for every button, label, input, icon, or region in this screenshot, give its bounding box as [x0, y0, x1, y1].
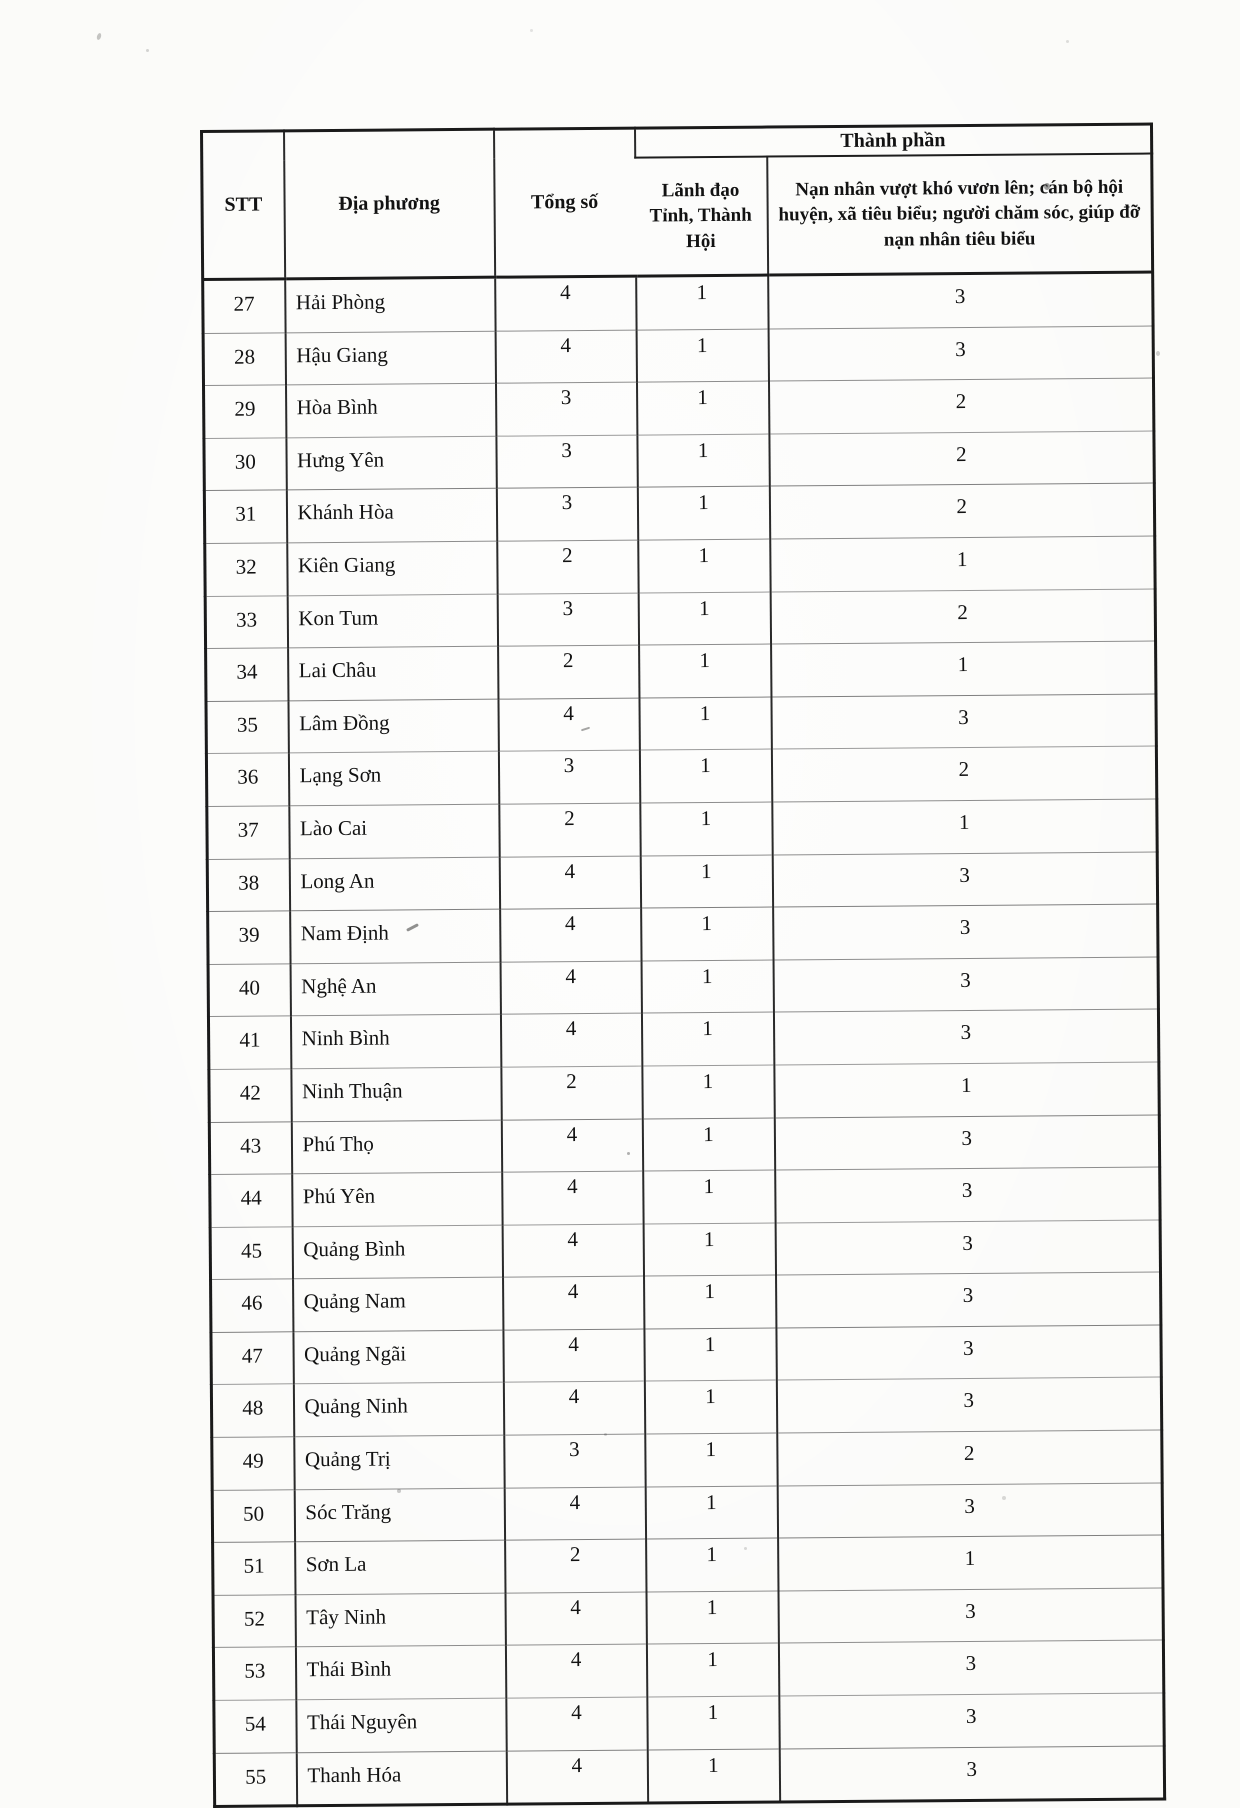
cell-stt: 55	[245, 1764, 267, 1789]
cell-stt: 28	[203, 332, 285, 385]
cell-locality: Lai Châu	[288, 646, 498, 700]
cell-victims: 3	[771, 694, 1156, 750]
cell-locality: Ninh Bình	[290, 1014, 500, 1068]
cell-stt: 54	[214, 1700, 296, 1753]
cell-total: 3	[496, 487, 637, 541]
cell-leader: 1	[641, 1012, 773, 1066]
cell-total: 4	[505, 1644, 646, 1698]
cell-total: 4	[506, 1750, 647, 1805]
table-row	[207, 852, 1157, 912]
cell-total: 4	[503, 1276, 644, 1330]
cell-leader: 1	[639, 697, 771, 751]
cell-stt: 38	[207, 858, 289, 911]
cell-leader: 1	[636, 329, 768, 383]
cell-leader: 1	[644, 1328, 776, 1382]
header-total: Tổng số	[494, 128, 636, 277]
cell-total: 4	[503, 1382, 644, 1436]
cell-locality: Long An	[289, 857, 499, 911]
cell-total: 3	[496, 435, 637, 489]
cell-total: 2	[505, 1539, 646, 1593]
cell-locality: Hưng Yên	[286, 436, 496, 490]
table-row	[203, 272, 1153, 333]
cell-victims: 3	[778, 1640, 1163, 1696]
cell-stt: 51	[213, 1542, 295, 1595]
cell-victims: 3	[775, 1220, 1160, 1276]
cell-victims: 2	[768, 378, 1153, 434]
cell-victims: 3	[768, 272, 1153, 329]
table-row	[211, 1377, 1161, 1437]
cell-total: 4	[503, 1329, 644, 1383]
cell-total: 4	[500, 1013, 641, 1067]
cell-victims: 3	[776, 1272, 1161, 1328]
cell-locality: Thái Nguyên	[296, 1698, 506, 1752]
table-row	[206, 694, 1156, 754]
cell-victims: 3	[774, 1114, 1159, 1170]
cell-total: 4	[500, 961, 641, 1015]
scan-artifact	[1156, 351, 1160, 356]
cell-locality: Ninh Thuận	[291, 1067, 501, 1121]
cell-leader: 1	[637, 486, 769, 540]
cell-total: 4	[502, 1224, 643, 1278]
cell-stt: 47	[211, 1332, 293, 1385]
cell-victims: 1	[770, 536, 1155, 592]
table-row	[204, 431, 1154, 491]
cell-victims: 2	[777, 1430, 1162, 1486]
cell-leader: 1	[647, 1696, 779, 1750]
scan-artifact	[96, 33, 102, 41]
cell-locality: Sóc Trăng	[294, 1488, 504, 1542]
cell-leader: 1	[641, 907, 773, 961]
cell-leader: 1	[646, 1591, 778, 1645]
cell-stt: 37	[207, 806, 289, 859]
header-victims: Nạn nhân vượt khó vươn lên; cán bộ hội huyện, xã tiêu biểu; người chăm sóc, giúp đỡ nạn nhân tiêu biểu	[767, 154, 1153, 276]
cell-victims: 3	[775, 1167, 1160, 1223]
cell-total: 3	[504, 1434, 645, 1488]
cell-total: 2	[499, 803, 640, 857]
cell-total: 4	[498, 698, 639, 752]
cell-victims: 2	[769, 483, 1154, 539]
cell-victims: 3	[773, 904, 1158, 960]
table-row	[204, 378, 1154, 438]
cell-locality: Quảng Bình	[292, 1225, 502, 1279]
cell-total: 4	[506, 1697, 647, 1751]
delegation-table-wrap	[200, 123, 1163, 1808]
table-row	[214, 1746, 1164, 1807]
cell-stt: 42	[209, 1069, 291, 1122]
cell-victims: 3	[776, 1325, 1161, 1381]
cell-stt: 43	[209, 1121, 291, 1174]
cell-locality: Phú Thọ	[291, 1120, 501, 1174]
cell-stt: 27	[203, 279, 285, 333]
table-row	[209, 1114, 1159, 1174]
cell-victims: 1	[778, 1535, 1163, 1591]
cell-victims: 1	[774, 1062, 1159, 1118]
cell-leader: 1	[639, 749, 771, 803]
table-row	[206, 746, 1156, 806]
table-row	[212, 1430, 1162, 1490]
cell-total: 4	[499, 856, 640, 910]
cell-stt: 35	[206, 701, 288, 754]
cell-locality: Nam Định	[290, 909, 500, 963]
cell-stt: 34	[206, 648, 288, 701]
header-group: Thành phần	[634, 124, 1151, 158]
table-row	[213, 1588, 1163, 1648]
cell-total: 4	[502, 1171, 643, 1225]
cell-victims: 3	[773, 957, 1158, 1013]
cell-locality: Hòa Bình	[286, 383, 496, 437]
cell-leader: 1	[644, 1275, 776, 1329]
header-locality: Địa phương	[284, 129, 495, 279]
cell-total: 4	[504, 1487, 645, 1541]
cell-total: 2	[497, 540, 638, 594]
cell-leader: 1	[646, 1538, 778, 1592]
cell-locality: Tây Ninh	[295, 1593, 505, 1647]
cell-leader: 1	[642, 1065, 774, 1119]
cell-locality: Phú Yên	[292, 1172, 502, 1226]
cell-leader: 1	[640, 855, 772, 909]
cell-leader: 1	[638, 539, 770, 593]
cell-leader: 1	[640, 802, 772, 856]
cell-stt: 33	[205, 595, 287, 648]
cell-stt: 40	[208, 964, 290, 1017]
cell-leader: 1	[643, 1223, 775, 1277]
cell-stt: 44	[210, 1174, 292, 1227]
cell-locality: Quảng Ngãi	[293, 1330, 503, 1384]
cell-locality: Sơn La	[295, 1540, 505, 1594]
cell-victims: 3	[779, 1693, 1164, 1749]
cell-stt: 41	[208, 1016, 290, 1069]
cell-locality: Quảng Ninh	[293, 1383, 503, 1437]
cell-locality: Kiên Giang	[287, 541, 497, 595]
cell-stt: 39	[208, 911, 290, 964]
table-row	[208, 904, 1158, 964]
cell-leader: 1	[646, 1643, 778, 1697]
cell-total: 4	[501, 1119, 642, 1173]
cell-total: 4	[500, 908, 641, 962]
table-row	[211, 1272, 1161, 1332]
cell-leader: 1	[643, 1170, 775, 1224]
cell-locality: Hậu Giang	[285, 331, 495, 385]
table-row	[209, 1062, 1159, 1122]
cell-stt: 36	[206, 753, 288, 806]
cell-stt: 30	[204, 438, 286, 491]
cell-locality: Hải Phòng	[285, 277, 495, 332]
cell-victims: 3	[779, 1746, 1164, 1803]
table-row	[206, 641, 1156, 701]
scan-artifact	[1066, 40, 1069, 43]
cell-leader: 1	[642, 1118, 774, 1172]
table-row	[211, 1325, 1161, 1385]
cell-total: 4	[495, 276, 636, 331]
table-body	[203, 272, 1165, 1807]
cell-leader: 1	[637, 434, 769, 488]
table-row	[212, 1483, 1162, 1543]
cell-leader: 1	[644, 1380, 776, 1434]
cell-locality: Lâm Đồng	[288, 699, 498, 753]
cell-total: 3	[498, 750, 639, 804]
cell-leader: 1	[636, 381, 768, 435]
table-row	[204, 483, 1154, 543]
cell-victims: 3	[768, 326, 1153, 382]
cell-total: 2	[498, 645, 639, 699]
cell-stt: 52	[213, 1595, 295, 1648]
cell-victims: 3	[778, 1588, 1163, 1644]
cell-victims: 2	[769, 431, 1154, 487]
cell-stt: 53	[213, 1647, 295, 1700]
scan-artifact	[146, 49, 149, 52]
cell-leader: 1	[639, 644, 771, 698]
cell-leader: 1	[645, 1433, 777, 1487]
cell-victims: 1	[771, 641, 1156, 697]
table-row	[205, 536, 1155, 596]
table-row	[213, 1640, 1163, 1700]
header-leader: Lãnh đạo Tỉnh, Thành Hội	[635, 157, 768, 277]
cell-leader: 1	[645, 1486, 777, 1540]
cell-stt: 29	[204, 385, 286, 438]
cell-victims: 3	[773, 1009, 1158, 1065]
cell-total: 3	[495, 382, 636, 436]
cell-locality: Quảng Trị	[294, 1435, 504, 1489]
cell-leader: 1	[641, 960, 773, 1014]
cell-stt: 32	[205, 543, 287, 596]
table-row	[210, 1220, 1160, 1280]
cell-total: 3	[497, 593, 638, 647]
cell-total: 2	[501, 1066, 642, 1120]
cell-stt: 48	[211, 1384, 293, 1437]
cell-stt: 49	[212, 1437, 294, 1490]
cell-stt: 31	[204, 490, 286, 543]
cell-victims: 3	[776, 1377, 1161, 1433]
cell-leader: 1	[636, 275, 768, 330]
cell-stt: 46	[211, 1279, 293, 1332]
cell-locality: Khánh Hòa	[286, 489, 496, 543]
table-row	[208, 957, 1158, 1017]
cell-leader: 1	[638, 592, 770, 646]
cell-victims: 2	[770, 589, 1155, 645]
cell-stt: 45	[210, 1226, 292, 1279]
table-row	[205, 589, 1155, 649]
cell-total: 4	[495, 330, 636, 384]
table-row	[213, 1535, 1163, 1595]
cell-locality: Nghệ An	[290, 962, 500, 1016]
table-row	[210, 1167, 1160, 1227]
cell-leader: 1	[647, 1749, 779, 1804]
table-row	[207, 799, 1157, 859]
cell-victims: 3	[777, 1483, 1162, 1539]
cell-total: 4	[505, 1592, 646, 1646]
table-row	[203, 326, 1153, 386]
table-row	[214, 1693, 1164, 1753]
cell-victims: 1	[772, 799, 1157, 855]
cell-stt: 50	[212, 1489, 294, 1542]
scan-artifact	[530, 29, 533, 32]
cell-victims: 2	[771, 746, 1156, 802]
cell-locality: Thanh Hóa	[296, 1751, 506, 1806]
header-stt: STT	[202, 131, 285, 280]
cell-locality: Thái Bình	[295, 1646, 505, 1700]
table-header	[202, 124, 1153, 279]
cell-locality: Lào Cai	[289, 804, 499, 858]
cell-locality: Lạng Sơn	[288, 752, 498, 806]
cell-locality: Quảng Nam	[293, 1277, 503, 1331]
table-row	[208, 1009, 1158, 1069]
cell-locality: Kon Tum	[287, 594, 497, 648]
cell-victims: 3	[772, 852, 1157, 908]
delegation-table	[200, 123, 1166, 1808]
